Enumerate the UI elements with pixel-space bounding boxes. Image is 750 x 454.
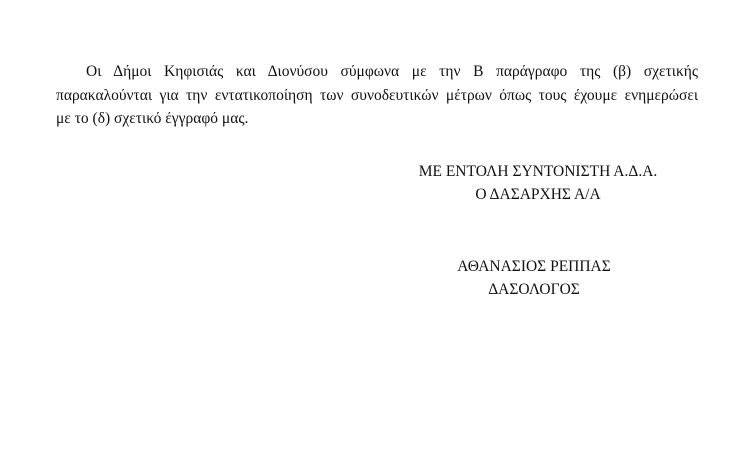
- signatory-title: ΔΑΣΟΛΟΓΟΣ: [488, 280, 580, 298]
- body-paragraph: [56, 60, 698, 131]
- signatory-name: ΑΘΑΝΑΣΙΟΣ ΡΕΠΠΑΣ: [457, 258, 611, 275]
- authority-line-1: ΜΕ ΕΝΤΟΛΗ ΣΥΝΤΟΝΙΣΤΗ Α.Δ.Α.: [418, 163, 658, 180]
- signatory-block: [404, 256, 664, 301]
- authority-block: [398, 161, 678, 206]
- paragraph-line-3: με το (δ) σχετικό έγγραφό μας.: [56, 110, 249, 127]
- paragraph-line-2: παρακαλούνται για την εντατικοποίηση των συνοδευτικών μέτρων όπως τους έχουμε ενημερώσει: [56, 86, 698, 104]
- paragraph-line-1: Οι Δήμοι Κηφισιάς και Διονύσου σύμφωνα με την Β παράγραφο της (β) σχετικής: [86, 63, 698, 80]
- authority-line-2: Ο ΔΑΣΑΡΧΗΣ Α/Α: [475, 185, 601, 203]
